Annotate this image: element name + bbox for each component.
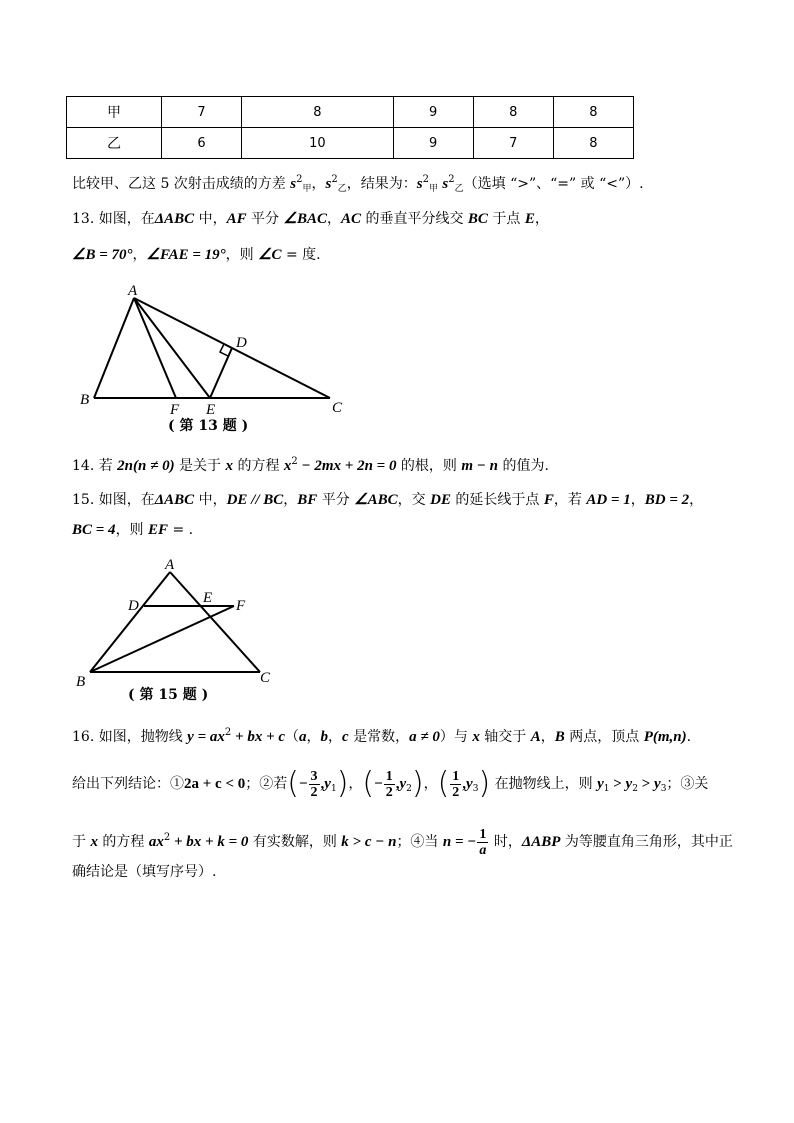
fraction: $\frac{1}{a}$ bbox=[479, 826, 487, 858]
figure-13-caption: ( 第 13 题 ) bbox=[168, 418, 249, 434]
table-cell: 7 bbox=[162, 97, 242, 128]
figure-15-caption: ( 第 15 题 ) bbox=[128, 687, 209, 703]
q15-line1: 15. 如图，在ΔABC 中，DE // BC，BF 平分 ∠ABC，交 DE 的延长线于点 F，若 AD = 1，BD = 2， bbox=[72, 492, 704, 508]
q13-line1: 13. 如图，在ΔABC 中，AF 平分 ∠BAC，AC 的垂直平分线交 BC 于点 E， bbox=[72, 211, 549, 227]
row-name: 甲 bbox=[67, 97, 162, 128]
q16-line3: 于 x 的方程 $ax^2$ + bx + k = 0 有实数解，则 k > c − n；④当 n = − $\frac{1}{a}$ 时，ΔABP 为等腰直角三角形，其中正 bbox=[72, 826, 733, 858]
figure-15 bbox=[72, 552, 302, 707]
q14-text: 14. 若 2n(n ≠ 0) 是关于 x 的方程 $x^2 - 2mx + 2n = 0$ 的根，则 m − n 的值为. bbox=[72, 456, 549, 474]
q16-line2: 给出下列结论：①2a + c < 0；②若(− $\frac{3}{2}$ $,y_1$)，(− $\frac{1}{2}$ $,y_2$)，( $\frac{1}{2}$ $,y_3$) 在抛物线上，则 $y_1 > y_2 > y_3$；③关 bbox=[72, 766, 709, 801]
q12-text: 比较甲、乙这 5 次射击成绩的方差 $s^2_甲$，$s^2_乙$，结果为：$s^2_甲$ $s^2_乙$（选填 “>”、“=” 或 “<”）. bbox=[72, 174, 644, 194]
table-cell: 10 bbox=[242, 128, 393, 159]
fraction: $\frac{3}{2}$ bbox=[310, 768, 318, 800]
label-c: C bbox=[332, 400, 343, 416]
table-cell: 6 bbox=[162, 128, 242, 159]
segment-bf bbox=[90, 606, 234, 672]
table-cell: 9 bbox=[393, 97, 473, 128]
q16-line1: 16. 如图，抛物线 $y = ax^2$ + bx + c（a，b，c 是常数，a ≠ 0）与 x 轴交于 A，B 两点，顶点 P(m,n). bbox=[72, 727, 692, 745]
segment-ac bbox=[170, 572, 260, 672]
segment-ae bbox=[134, 298, 210, 398]
q16-line4: 确结论是（填写序号）. bbox=[72, 864, 217, 880]
label-e: E bbox=[203, 590, 213, 606]
label-e: E bbox=[206, 402, 216, 418]
table-cell: 8 bbox=[553, 97, 633, 128]
table-cell: 8 bbox=[553, 128, 633, 159]
table-cell: 7 bbox=[473, 128, 553, 159]
segment-ab bbox=[94, 298, 134, 398]
q13-line2: ∠B = 70°，∠FAE = 19°，则 ∠C = 度. bbox=[72, 247, 321, 263]
segment-ed bbox=[210, 348, 232, 398]
table-cell: 9 bbox=[393, 128, 473, 159]
label-a: A bbox=[128, 283, 138, 299]
fraction: $\frac{1}{2}$ bbox=[385, 768, 393, 800]
label-d: D bbox=[128, 598, 139, 614]
score-table bbox=[66, 96, 634, 159]
row-name: 乙 bbox=[67, 128, 162, 159]
segment-af bbox=[134, 298, 176, 398]
figure-13 bbox=[72, 280, 362, 440]
label-b: B bbox=[80, 392, 90, 408]
label-d: D bbox=[236, 335, 247, 351]
label-c: C bbox=[260, 670, 271, 686]
table-row bbox=[67, 128, 634, 159]
fraction: $\frac{1}{2}$ bbox=[452, 768, 460, 800]
segment-ab bbox=[90, 572, 170, 672]
label-b: B bbox=[76, 674, 86, 690]
label-a: A bbox=[165, 557, 175, 573]
label-f: F bbox=[170, 402, 180, 418]
table-cell: 8 bbox=[242, 97, 393, 128]
q15-line2: BC = 4，则 EF = . bbox=[72, 522, 194, 538]
table-cell: 8 bbox=[473, 97, 553, 128]
table-row bbox=[67, 97, 634, 128]
label-f: F bbox=[236, 598, 246, 614]
